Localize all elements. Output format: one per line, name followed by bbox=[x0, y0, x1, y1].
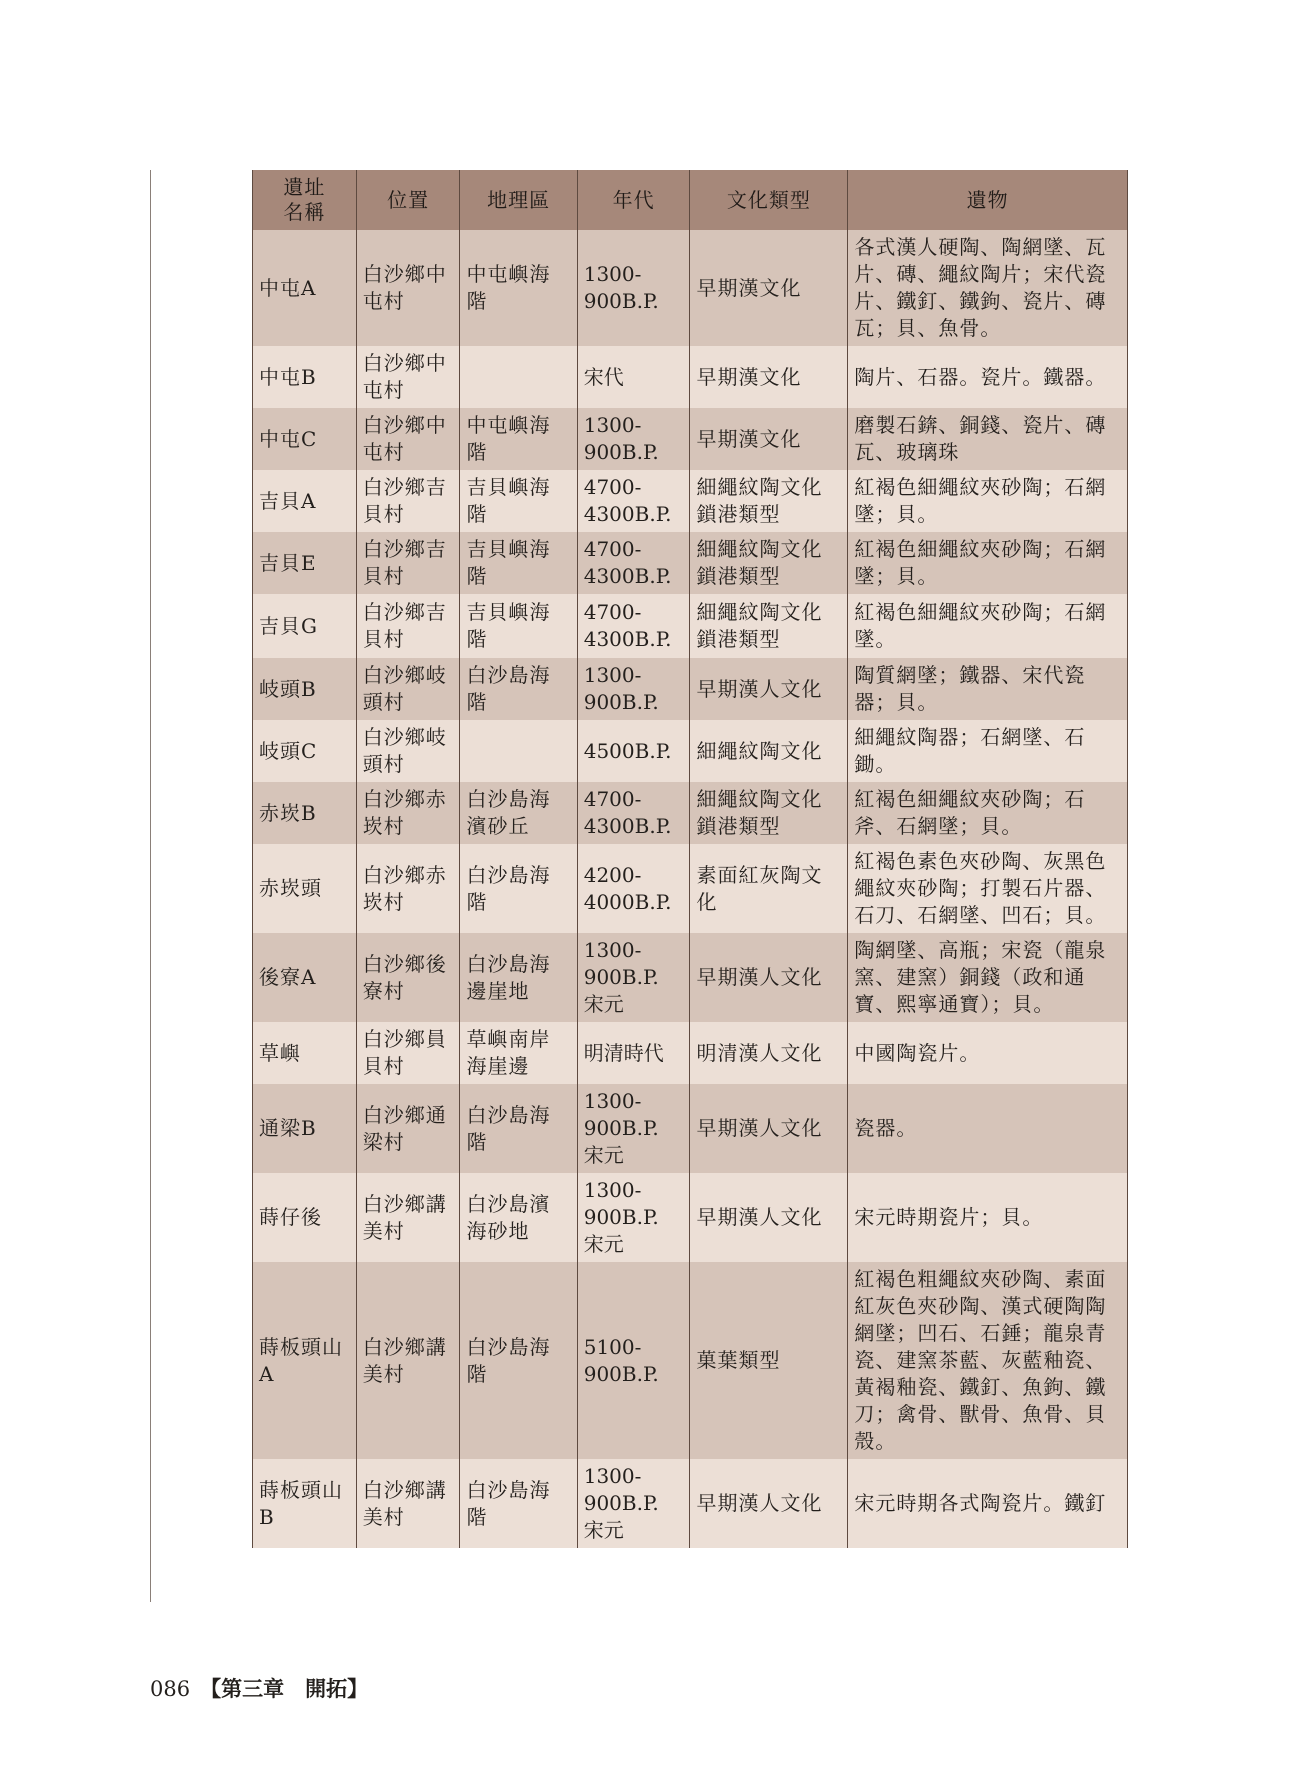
culture-cell: 早期漢文化 bbox=[690, 230, 848, 346]
header-site-name: 遺址 名稱 bbox=[253, 170, 357, 230]
date-cell: 1300- 900B.P. 宋元 bbox=[577, 933, 690, 1022]
culture-cell: 素面紅灰陶文化 bbox=[690, 844, 848, 933]
date-cell: 5100- 900B.P. bbox=[577, 1262, 690, 1459]
location-cell: 白沙鄉員貝村 bbox=[356, 1022, 460, 1084]
region-cell: 白沙島海階 bbox=[460, 1262, 577, 1459]
region-cell: 吉貝嶼海階 bbox=[460, 532, 577, 594]
site-name-cell: 蒔板頭山A bbox=[253, 1262, 357, 1459]
artifacts-cell: 紅褐色細繩紋夾砂陶；石網墜。 bbox=[848, 594, 1128, 658]
culture-cell: 早期漢文化 bbox=[690, 408, 848, 470]
site-name-cell: 中屯C bbox=[253, 408, 357, 470]
region-cell bbox=[460, 346, 577, 408]
site-name-cell: 草嶼 bbox=[253, 1022, 357, 1084]
margin-rule bbox=[150, 170, 151, 1602]
artifacts-cell: 磨製石錛、銅錢、瓷片、磚瓦、玻璃珠 bbox=[848, 408, 1128, 470]
chapter-title: 【第三章 開拓】 bbox=[200, 1676, 369, 1701]
artifacts-cell: 紅褐色細繩紋夾砂陶；石網墜；貝。 bbox=[848, 470, 1128, 532]
artifacts-cell: 宋元時期瓷片；貝。 bbox=[848, 1173, 1128, 1262]
location-cell: 白沙鄉講美村 bbox=[356, 1173, 460, 1262]
table-row bbox=[253, 1459, 1128, 1548]
culture-cell: 早期漢文化 bbox=[690, 346, 848, 408]
date-cell: 1300- 900B.P. bbox=[577, 658, 690, 720]
location-cell: 白沙鄉中屯村 bbox=[356, 408, 460, 470]
table-row bbox=[253, 1173, 1128, 1262]
page-number: 086 bbox=[150, 1677, 191, 1701]
region-cell: 中屯嶼海階 bbox=[460, 408, 577, 470]
date-cell: 4700- 4300B.P. bbox=[577, 594, 690, 658]
site-name-cell: 通梁B bbox=[253, 1084, 357, 1173]
site-name-cell: 後寮A bbox=[253, 933, 357, 1022]
culture-cell: 細繩紋陶文化鎖港類型 bbox=[690, 782, 848, 844]
culture-cell: 細繩紋陶文化鎖港類型 bbox=[690, 594, 848, 658]
location-cell: 白沙鄉後寮村 bbox=[356, 933, 460, 1022]
header-region: 地理區 bbox=[460, 170, 577, 230]
culture-cell: 早期漢人文化 bbox=[690, 1084, 848, 1173]
site-name-cell: 蒔板頭山B bbox=[253, 1459, 357, 1548]
region-cell: 白沙島海階 bbox=[460, 658, 577, 720]
culture-cell: 菓葉類型 bbox=[690, 1262, 848, 1459]
date-cell: 明清時代 bbox=[577, 1022, 690, 1084]
date-cell: 4200- 4000B.P. bbox=[577, 844, 690, 933]
table-row bbox=[253, 594, 1128, 658]
artifacts-cell: 瓷器。 bbox=[848, 1084, 1128, 1173]
site-name-cell: 赤崁B bbox=[253, 782, 357, 844]
region-cell: 白沙島海階 bbox=[460, 1084, 577, 1173]
location-cell: 白沙鄉吉貝村 bbox=[356, 594, 460, 658]
table-row bbox=[253, 933, 1128, 1022]
site-name-cell: 蒔仔後 bbox=[253, 1173, 357, 1262]
culture-cell: 細繩紋陶文化鎖港類型 bbox=[690, 470, 848, 532]
date-cell: 1300- 900B.P. bbox=[577, 230, 690, 346]
site-name-cell: 岐頭C bbox=[253, 720, 357, 782]
location-cell: 白沙鄉吉貝村 bbox=[356, 532, 460, 594]
table-row bbox=[253, 532, 1128, 594]
artifacts-cell: 紅褐色細繩紋夾砂陶；石斧、石網墜；貝。 bbox=[848, 782, 1128, 844]
site-name-cell: 吉貝A bbox=[253, 470, 357, 532]
culture-cell: 細繩紋陶文化 bbox=[690, 720, 848, 782]
culture-cell: 早期漢人文化 bbox=[690, 658, 848, 720]
date-cell: 1300- 900B.P. 宋元 bbox=[577, 1084, 690, 1173]
site-name-cell: 吉貝G bbox=[253, 594, 357, 658]
table-row bbox=[253, 844, 1128, 933]
region-cell: 白沙島海邊崖地 bbox=[460, 933, 577, 1022]
region-cell: 白沙島海階 bbox=[460, 844, 577, 933]
region-cell bbox=[460, 720, 577, 782]
location-cell: 白沙鄉中屯村 bbox=[356, 230, 460, 346]
table-row bbox=[253, 1262, 1128, 1459]
region-cell: 草嶼南岸海崖邊 bbox=[460, 1022, 577, 1084]
header-artifacts: 遺物 bbox=[848, 170, 1128, 230]
artifacts-cell: 宋元時期各式陶瓷片。鐵釘 bbox=[848, 1459, 1128, 1548]
header-date: 年代 bbox=[577, 170, 690, 230]
date-cell: 1300- 900B.P. bbox=[577, 408, 690, 470]
artifacts-cell: 紅褐色細繩紋夾砂陶；石網墜；貝。 bbox=[848, 532, 1128, 594]
location-cell: 白沙鄉赤崁村 bbox=[356, 844, 460, 933]
artifacts-cell: 紅褐色素色夾砂陶、灰黑色繩紋夾砂陶；打製石片器、石刀、石網墜、凹石；貝。 bbox=[848, 844, 1128, 933]
table-row bbox=[253, 230, 1128, 346]
culture-cell: 細繩紋陶文化鎖港類型 bbox=[690, 532, 848, 594]
site-name-cell: 中屯B bbox=[253, 346, 357, 408]
region-cell: 吉貝嶼海階 bbox=[460, 470, 577, 532]
header-culture: 文化類型 bbox=[690, 170, 848, 230]
artifacts-cell: 陶質網墜；鐵器、宋代瓷器；貝。 bbox=[848, 658, 1128, 720]
artifacts-cell: 細繩紋陶器；石網墜、石鋤。 bbox=[848, 720, 1128, 782]
location-cell: 白沙鄉講美村 bbox=[356, 1459, 460, 1548]
region-cell: 白沙島海濱砂丘 bbox=[460, 782, 577, 844]
site-name-cell: 岐頭B bbox=[253, 658, 357, 720]
table-row bbox=[253, 1084, 1128, 1173]
date-cell: 4700- 4300B.P. bbox=[577, 532, 690, 594]
region-cell: 吉貝嶼海階 bbox=[460, 594, 577, 658]
table-row bbox=[253, 720, 1128, 782]
region-cell: 中屯嶼海階 bbox=[460, 230, 577, 346]
artifacts-cell: 中國陶瓷片。 bbox=[848, 1022, 1128, 1084]
culture-cell: 明清漢人文化 bbox=[690, 1022, 848, 1084]
site-name-cell: 赤崁頭 bbox=[253, 844, 357, 933]
table-row bbox=[253, 408, 1128, 470]
location-cell: 白沙鄉講美村 bbox=[356, 1262, 460, 1459]
location-cell: 白沙鄉吉貝村 bbox=[356, 470, 460, 532]
table-row bbox=[253, 346, 1128, 408]
header-location: 位置 bbox=[356, 170, 460, 230]
table-row bbox=[253, 1022, 1128, 1084]
table-body bbox=[253, 230, 1128, 1548]
location-cell: 白沙鄉岐頭村 bbox=[356, 720, 460, 782]
region-cell: 白沙島濱海砂地 bbox=[460, 1173, 577, 1262]
location-cell: 白沙鄉通梁村 bbox=[356, 1084, 460, 1173]
page-footer bbox=[150, 1673, 368, 1703]
date-cell: 4700- 4300B.P. bbox=[577, 470, 690, 532]
date-cell: 宋代 bbox=[577, 346, 690, 408]
artifacts-cell: 各式漢人硬陶、陶網墜、瓦片、磚、繩紋陶片；宋代瓷片、鐵釘、鐵鉤、瓷片、磚瓦；貝、魚骨。 bbox=[848, 230, 1128, 346]
location-cell: 白沙鄉岐頭村 bbox=[356, 658, 460, 720]
date-cell: 1300- 900B.P. 宋元 bbox=[577, 1459, 690, 1548]
site-name-cell: 中屯A bbox=[253, 230, 357, 346]
culture-cell: 早期漢人文化 bbox=[690, 1459, 848, 1548]
table-row bbox=[253, 782, 1128, 844]
site-name-cell: 吉貝E bbox=[253, 532, 357, 594]
location-cell: 白沙鄉赤崁村 bbox=[356, 782, 460, 844]
archaeological-sites-table bbox=[252, 170, 1128, 1548]
location-cell: 白沙鄉中屯村 bbox=[356, 346, 460, 408]
artifacts-cell: 紅褐色粗繩紋夾砂陶、素面紅灰色夾砂陶、漢式硬陶陶網墜；凹石、石錘；龍泉青瓷、建窯茶藍、灰藍釉瓷、黃褐釉瓷、鐵釘、魚鉤、鐵刀；禽骨、獸骨、魚骨、貝殼。 bbox=[848, 1262, 1128, 1459]
artifacts-cell: 陶網墜、高瓶；宋瓷（龍泉窯、建窯）銅錢（政和通寶、熙寧通寶）；貝。 bbox=[848, 933, 1128, 1022]
date-cell: 4500B.P. bbox=[577, 720, 690, 782]
table-row bbox=[253, 470, 1128, 532]
culture-cell: 早期漢人文化 bbox=[690, 1173, 848, 1262]
artifacts-cell: 陶片、石器。瓷片。鐵器。 bbox=[848, 346, 1128, 408]
date-cell: 1300- 900B.P. 宋元 bbox=[577, 1173, 690, 1262]
table-header-row bbox=[253, 170, 1128, 230]
culture-cell: 早期漢人文化 bbox=[690, 933, 848, 1022]
date-cell: 4700- 4300B.P. bbox=[577, 782, 690, 844]
table-row bbox=[253, 658, 1128, 720]
region-cell: 白沙島海階 bbox=[460, 1459, 577, 1548]
